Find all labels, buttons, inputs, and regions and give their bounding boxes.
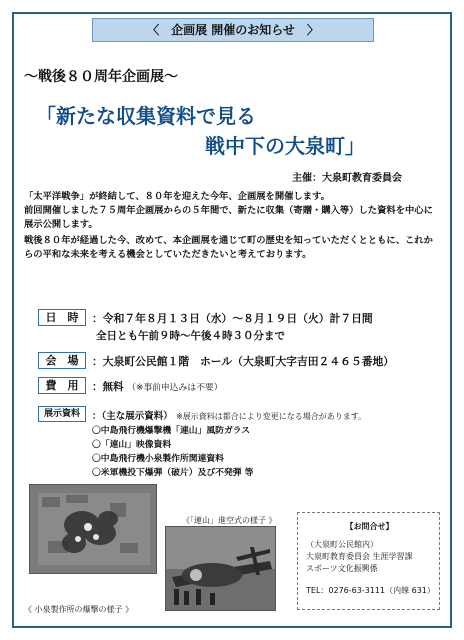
exhibition-subtitle: ～戦後８０周年企画展～ xyxy=(24,69,178,85)
fee-value xyxy=(92,379,223,394)
bombing-photo-image xyxy=(30,485,157,574)
contact-phone: TEL：0276-63-3111（内線 631） xyxy=(306,586,435,595)
time-value: 全日とも午前９時～午後４時３０分まで xyxy=(96,330,285,342)
exhibit-item: 〇中島飛行機小泉製作所関連資料 xyxy=(92,454,224,464)
organizer-text: 主催：大泉町教育委員会 xyxy=(292,173,402,184)
exhibits-label: 展示資料 xyxy=(38,406,86,422)
exhibit-item: 〇中島飛行機爆撃機「連山」風防ガラス xyxy=(92,426,251,436)
fee-label: 費 用 xyxy=(38,377,86,394)
exhibition-title-line2: 戦中下の大泉町」 xyxy=(205,134,365,158)
venue-value: ：大泉町公民館１階 ホール（大泉町大字吉田２４６５番地） xyxy=(92,355,395,368)
exhibition-title-line1: 「新たな収集資料で見る xyxy=(36,104,256,128)
fee-text: ：無料 xyxy=(92,381,124,393)
aircraft-photo xyxy=(165,526,276,611)
bombing-photo xyxy=(29,484,157,574)
notice-banner: 〈 企画展 開催のお知らせ 〉 xyxy=(92,18,374,42)
exhibits-head-text: ：（主な展示資料） xyxy=(92,411,173,422)
contact-line: 大泉町教育委員会 生涯学習課 xyxy=(306,552,413,561)
contact-heading: 【お問合せ】 xyxy=(345,522,394,531)
contact-line: スポーツ文化振興係 xyxy=(306,564,378,573)
aircraft-photo-image xyxy=(166,527,276,611)
bombing-photo-caption: 《 小泉製作所の爆撃の様子 》 xyxy=(24,605,134,614)
exhibits-note: ※展示資料は都合により変更になる場合があります。 xyxy=(176,412,367,421)
contact-box xyxy=(297,512,440,610)
intro-paragraph-3: 戦後８０年が経過した今、改めて、本企画展を通じて町の歴史を知っていただくとともに、これからの平和な未来を考える機会としていただきたいと考えております。 xyxy=(24,235,433,260)
fee-note: （※事前申込みは不要） xyxy=(127,383,223,393)
intro-paragraph-1: 「太平洋戦争」が終結して、８０年を迎えた今年、企画展を開催します。 xyxy=(24,191,330,202)
exhibit-item: 〇米軍機投下爆弾（破片）及び不発弾 等 xyxy=(92,468,254,478)
date-value: ：令和７年８月１３日（水）～８月１９日（火）計７日間 xyxy=(92,312,373,325)
exhibits-heading xyxy=(92,408,366,422)
date-label: 日 時 xyxy=(38,309,86,326)
venue-label: 会 場 xyxy=(38,352,86,369)
aircraft-photo-caption: 《「連山」進空式の様子 》 xyxy=(182,516,277,525)
exhibit-item: 〇「連山」映像資料 xyxy=(92,440,172,450)
intro-paragraph-2: 前回開催しました７５周年企画展からの５年間で、新たに収集（寄贈・購入等）した資料を中心に展示公開します。 xyxy=(24,205,433,230)
contact-line: （大泉町公民館内） xyxy=(306,540,378,549)
